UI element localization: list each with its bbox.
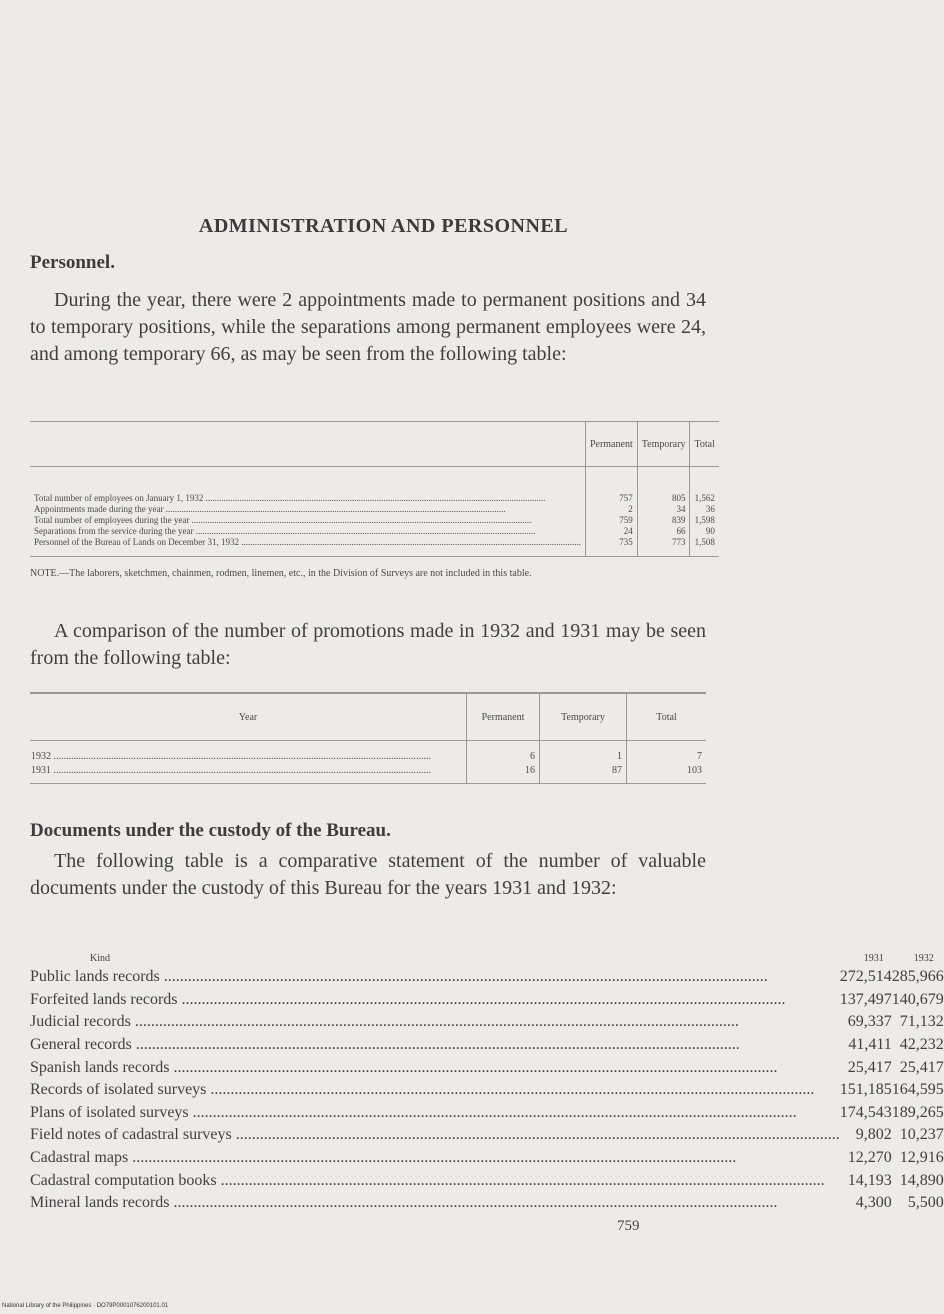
promotions-paragraph xyxy=(30,618,706,672)
table-row xyxy=(30,1192,944,1215)
table-row xyxy=(30,1102,944,1125)
row-kind: Records of isolated surveys ..... xyxy=(30,1079,840,1102)
documents-paragraph-text: The following table is a comparative statement of the number of valuable documents under the custody of this Bureau for the years 1931 and 1932: xyxy=(30,850,706,899)
cell-1932: 285,966 xyxy=(891,968,944,986)
row-kind: Cadastral maps ..... xyxy=(30,1147,840,1170)
table-row xyxy=(30,1169,944,1192)
t1-header-total: Total xyxy=(690,422,719,467)
table-note: NOTE.—The laborers, sketchmen, chainmen, rodmen, linemen, etc., in the Division of Surveys are not included in this table. xyxy=(30,568,532,579)
t3-header-1931: 1931 xyxy=(863,952,884,964)
row-kind: Mineral lands records ..... xyxy=(30,1192,840,1215)
promotions-paragraph-text: A comparison of the number of promotions made in 1932 and 1931 may be seen from the following table: xyxy=(30,620,706,669)
t2-header-temporary: Temporary xyxy=(540,693,627,741)
row-label: Appointments made during the year ..... xyxy=(30,504,585,515)
table-row xyxy=(30,504,719,515)
table-row xyxy=(30,966,944,989)
cell-1931: 9,802 xyxy=(855,1126,892,1144)
cell-total: 7 xyxy=(627,741,707,765)
cell-1931: 12,270 xyxy=(847,1149,892,1167)
row-kind: Public lands records ..... xyxy=(30,966,840,989)
row-kind: Plans of isolated surveys ..... xyxy=(30,1102,840,1125)
cell-1932: 164,595 xyxy=(891,1081,944,1099)
table-row xyxy=(30,741,706,765)
cell-permanent: 759 xyxy=(585,515,637,526)
cell-1932: 5,500 xyxy=(907,1194,944,1212)
documents-paragraph xyxy=(30,848,706,902)
row-kind: Cadastral computation books ..... xyxy=(30,1169,840,1192)
personnel-paragraph xyxy=(30,287,706,368)
personnel-paragraph-text: During the year, there were 2 appointments made to permanent positions and 34 to temporary positions, while the separations among permanent employees were 24, and among temporary 66, as may be seen from the following table: xyxy=(30,289,706,365)
row-year: 1931 ..... xyxy=(30,764,467,784)
cell-1931: 272,514 xyxy=(839,968,892,986)
table-row xyxy=(30,537,719,557)
row-label: Total number of employees during the year ..... xyxy=(30,515,585,526)
t3-header-1932: 1932 xyxy=(913,952,934,964)
cell-temporary: 87 xyxy=(540,764,627,784)
table-row xyxy=(30,764,706,784)
cell-1932: 189,265 xyxy=(891,1103,944,1121)
cell-permanent: 735 xyxy=(585,537,637,557)
cell-1931: 14,193 xyxy=(847,1171,892,1189)
cell-1931: 137,497 xyxy=(839,990,892,1008)
t2-header-year: Year xyxy=(30,693,467,741)
cell-total: 90 xyxy=(690,526,719,537)
cell-1931: 25,417 xyxy=(847,1058,892,1076)
t2-header-total: Total xyxy=(627,693,707,741)
promotions-table xyxy=(30,692,706,784)
cell-1932: 12,916 xyxy=(899,1149,944,1167)
cell-total: 36 xyxy=(690,504,719,515)
cell-permanent: 6 xyxy=(467,741,540,765)
page-title: ADMINISTRATION AND PERSONNEL xyxy=(198,215,569,237)
cell-1931: 41,411 xyxy=(848,1036,892,1054)
cell-1931: 69,337 xyxy=(847,1013,892,1031)
employees-table xyxy=(30,421,719,557)
cell-temporary: 839 xyxy=(637,515,690,526)
row-kind: Forfeited lands records ..... xyxy=(30,989,840,1012)
cell-temporary: 34 xyxy=(637,504,690,515)
cell-1932: 25,417 xyxy=(899,1058,944,1076)
cell-total: 103 xyxy=(627,764,707,784)
cell-temporary: 773 xyxy=(637,537,690,557)
cell-total: 1,508 xyxy=(690,537,719,557)
table-row xyxy=(30,1124,944,1147)
cell-1932: 71,132 xyxy=(899,1013,944,1031)
cell-1932: 140,679 xyxy=(891,990,944,1008)
row-label: Personnel of the Bureau of Lands on December 31, 1932 ..... xyxy=(30,537,585,557)
table-row xyxy=(30,467,719,505)
table-row xyxy=(30,1034,944,1057)
documents-table xyxy=(30,950,944,1215)
t1-header-permanent: Permanent xyxy=(585,422,637,467)
cell-temporary: 66 xyxy=(637,526,690,537)
table-row xyxy=(30,1079,944,1102)
page-number: 759 xyxy=(617,1218,640,1234)
row-kind: Field notes of cadastral surveys ..... xyxy=(30,1124,840,1147)
cell-temporary: 805 xyxy=(637,467,690,505)
cell-permanent: 16 xyxy=(467,764,540,784)
cell-total: 1,562 xyxy=(690,467,719,505)
table-row xyxy=(30,515,719,526)
cell-1932: 14,890 xyxy=(899,1171,944,1189)
row-kind: Spanish lands records ..... xyxy=(30,1056,840,1079)
row-kind: Judicial records ..... xyxy=(30,1011,840,1034)
personnel-heading: Personnel. xyxy=(30,252,115,273)
table-row xyxy=(30,1011,944,1034)
cell-temporary: 1 xyxy=(540,741,627,765)
row-label: Total number of employees on January 1, 1932 ..... xyxy=(30,467,585,505)
documents-heading: Documents under the custody of the Bureau. xyxy=(30,820,391,841)
cell-total: 1,598 xyxy=(690,515,719,526)
cell-1931: 4,300 xyxy=(855,1194,892,1212)
table-row xyxy=(30,1056,944,1079)
table-row xyxy=(30,526,719,537)
footer-credit: National Library of the Philippines · DO79P0001076200101.01 xyxy=(2,1303,169,1309)
row-label: Separations from the service during the year ..... xyxy=(30,526,585,537)
t3-header-kind: Kind xyxy=(90,952,110,964)
row-kind: General records ..... xyxy=(30,1034,840,1057)
t1-header-temporary: Temporary xyxy=(637,422,690,467)
table-row xyxy=(30,989,944,1012)
row-year: 1932 ..... xyxy=(30,741,467,765)
cell-1932: 42,232 xyxy=(899,1036,944,1054)
cell-permanent: 2 xyxy=(585,504,637,515)
t1-header-label xyxy=(30,422,585,467)
cell-permanent: 24 xyxy=(585,526,637,537)
cell-1931: 174,543 xyxy=(839,1103,892,1121)
cell-permanent: 757 xyxy=(585,467,637,505)
t2-header-permanent: Permanent xyxy=(467,693,540,741)
table-row xyxy=(30,1147,944,1170)
cell-1932: 10,237 xyxy=(899,1126,944,1144)
cell-1931: 151,185 xyxy=(839,1081,892,1099)
